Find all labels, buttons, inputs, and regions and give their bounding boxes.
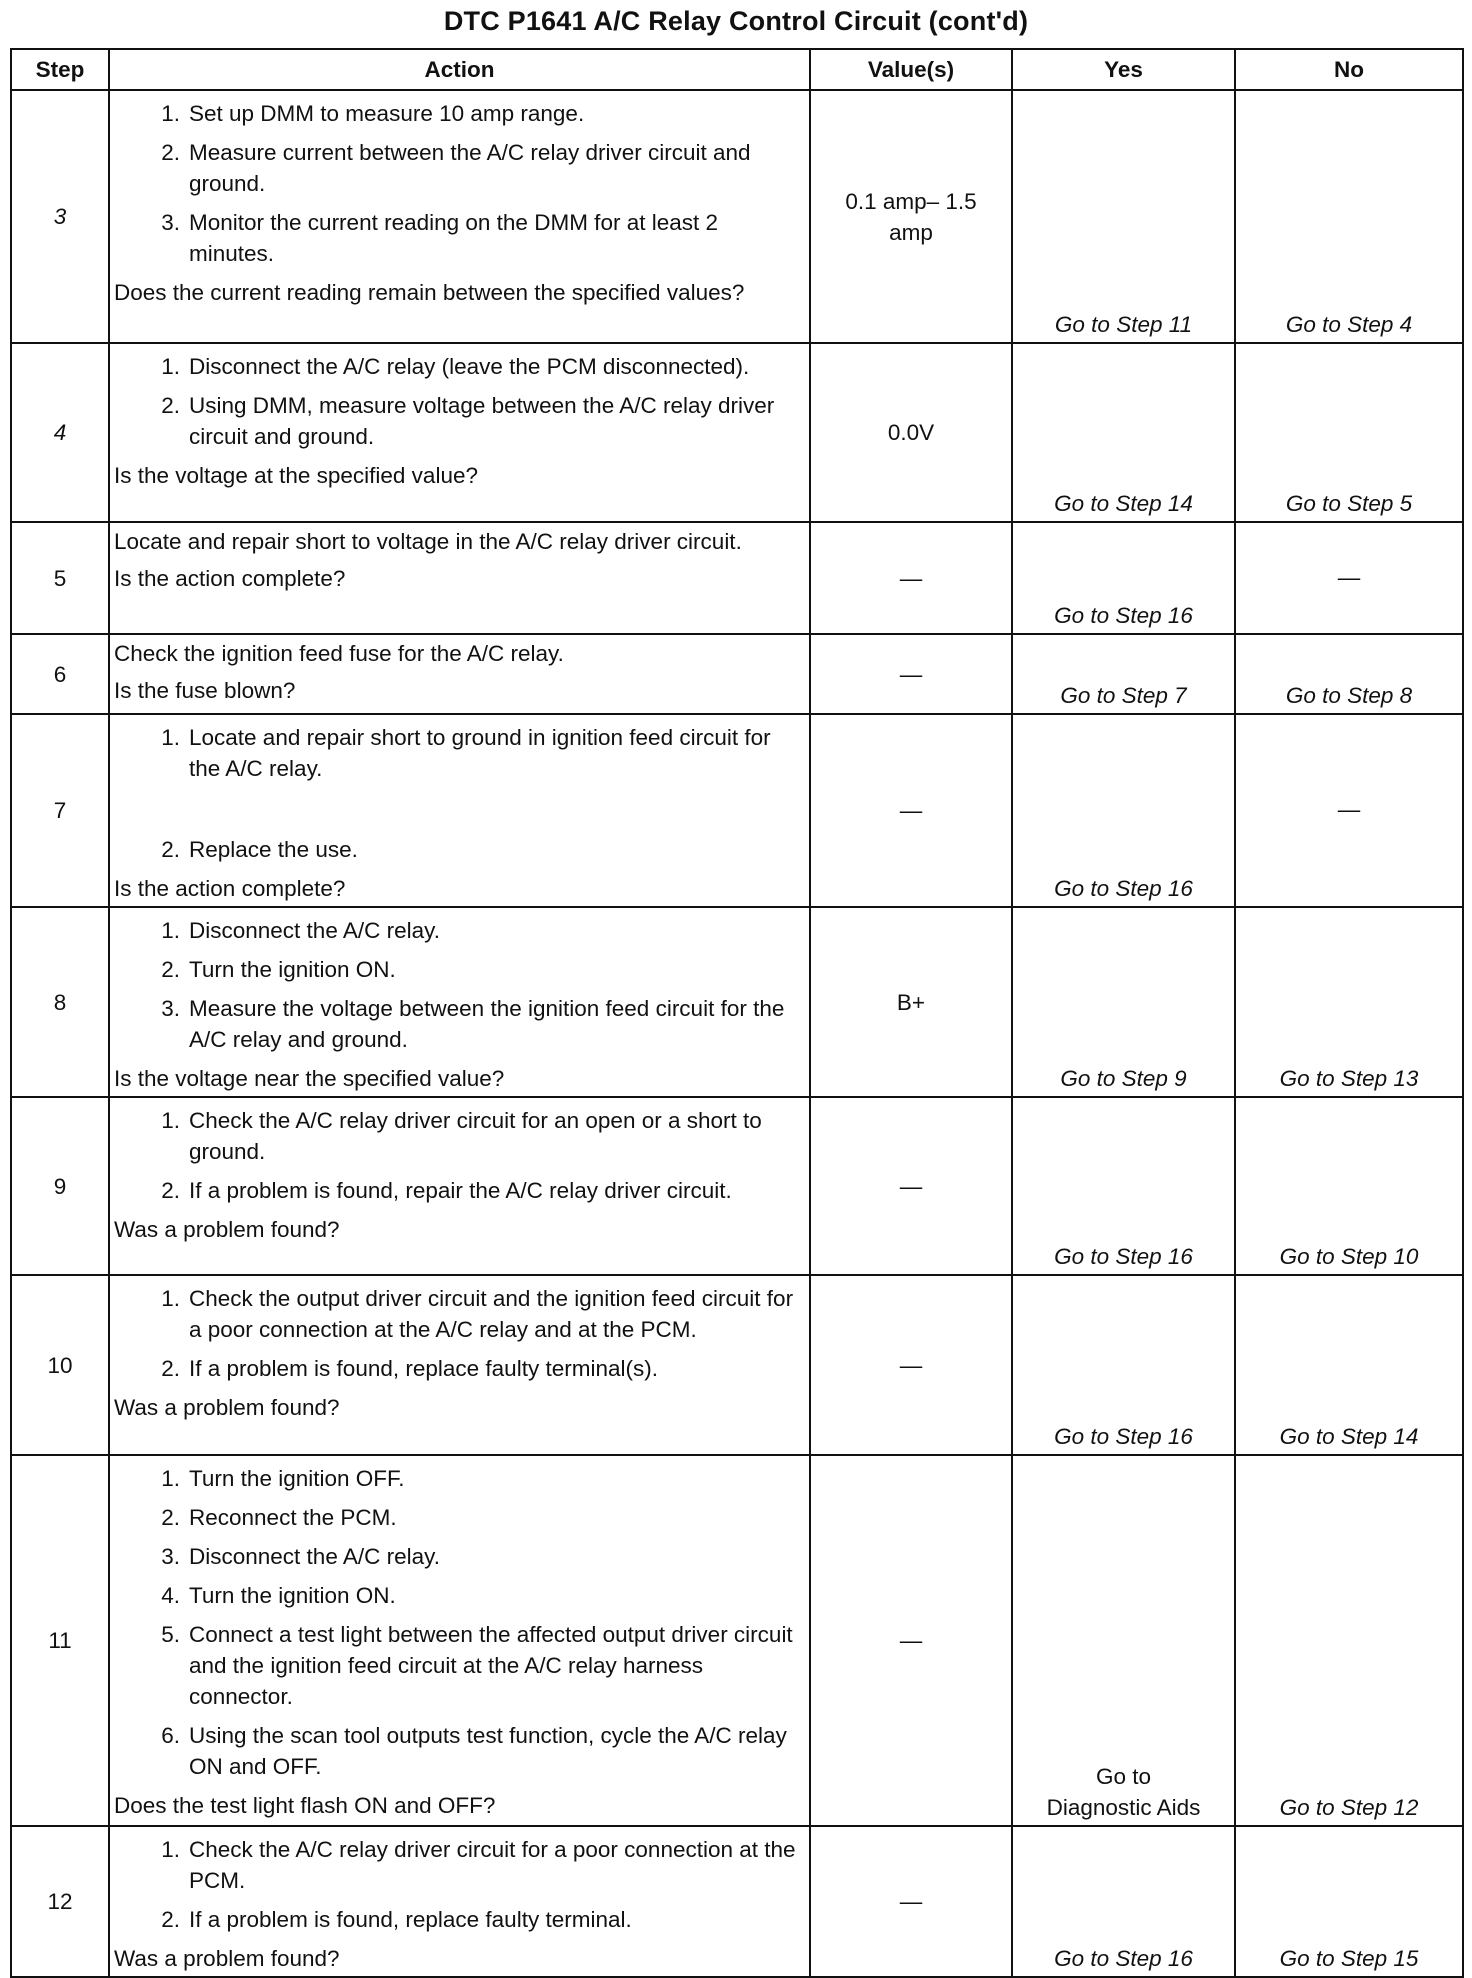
no-cell: Go to Step 8 [1235, 634, 1463, 714]
action-item: 1. Turn the ignition OFF. [161, 1466, 405, 1491]
table-row-step-3 [11, 90, 1463, 343]
step-number: 5 [11, 522, 109, 634]
yes-cell: Go to Step 16 [1012, 1826, 1235, 1977]
diagnostic-table [10, 48, 1464, 1978]
table-row-step-5 [11, 522, 1463, 634]
no-cell: Go to Step 14 [1235, 1275, 1463, 1455]
no-cell: Go to Step 13 [1235, 907, 1463, 1097]
yes-cell: Go to Step 9 [1012, 907, 1235, 1097]
value-cell: 0.1 amp– 1.5 amp [810, 90, 1012, 343]
action-question: Was a problem found? [114, 1217, 340, 1242]
action-cell [109, 1097, 810, 1275]
value-cell: B+ [810, 907, 1012, 1097]
action-cell [109, 90, 810, 343]
yes-cell: Go to Step 7 [1012, 634, 1235, 714]
value-cell: — [810, 634, 1012, 714]
header-action: Action [109, 49, 810, 90]
no-cell: Go to Step 12 [1235, 1455, 1463, 1826]
action-cell [109, 907, 810, 1097]
action-text: Locate and repair short to voltage in the A/C relay driver circuit. [114, 529, 742, 554]
action-item: 1. Locate and repair short to ground in ignition feed circuit for the A/C relay. [161, 725, 771, 781]
action-item: 1. Check the A/C relay driver circuit for an open or a short to ground. [161, 1108, 762, 1164]
action-cell [109, 634, 810, 714]
header-yes: Yes [1012, 49, 1235, 90]
table-row-step-7 [11, 714, 1463, 907]
table-row-step-9 [11, 1097, 1463, 1275]
no-cell: — [1235, 714, 1463, 907]
action-item: 2. Using DMM, measure voltage between the A/C relay driver circuit and ground. [161, 393, 775, 449]
action-question: Is the action complete? [114, 876, 346, 901]
action-item: 6. Using the scan tool outputs test function, cycle the A/C relay ON and OFF. [161, 1723, 787, 1779]
action-question: Is the fuse blown? [114, 678, 296, 703]
action-item: 2. If a problem is found, replace faulty terminal. [161, 1907, 632, 1932]
value-cell: — [810, 1826, 1012, 1977]
step-number: 8 [11, 907, 109, 1097]
action-question: Is the action complete? [114, 566, 346, 591]
page-title: DTC P1641 A/C Relay Control Circuit (cont'd) [443, 6, 1029, 36]
action-cell [109, 1826, 810, 1977]
value-cell: — [810, 714, 1012, 907]
table-header-row [11, 49, 1463, 90]
table-row-step-8 [11, 907, 1463, 1097]
value-cell: — [810, 1275, 1012, 1455]
yes-cell: Go to Step 16 [1012, 1275, 1235, 1455]
table-row-step-4 [11, 343, 1463, 522]
step-number: 6 [11, 634, 109, 714]
header-values: Value(s) [810, 49, 1012, 90]
yes-cell: Go to Step 11 [1012, 90, 1235, 343]
table-row-step-6 [11, 634, 1463, 714]
action-item: 4. Turn the ignition ON. [161, 1583, 396, 1608]
action-item: 2. Reconnect the PCM. [161, 1505, 397, 1530]
step-number: 3 [11, 90, 109, 343]
no-cell: Go to Step 15 [1235, 1826, 1463, 1977]
yes-cell: Go to Step 16 [1012, 1097, 1235, 1275]
action-question: Is the voltage near the specified value? [114, 1066, 505, 1091]
action-cell [109, 1275, 810, 1455]
action-item: 3. Disconnect the A/C relay. [161, 1544, 440, 1569]
yes-cell: Go to Step 16 [1012, 522, 1235, 634]
action-question: Does the current reading remain between the specified values? [114, 280, 745, 305]
no-cell: Go to Step 10 [1235, 1097, 1463, 1275]
value-cell: — [810, 522, 1012, 634]
no-cell: Go to Step 5 [1235, 343, 1463, 522]
action-item: 5. Connect a test light between the affected output driver circuit and the ignition feed circuit at the A/C relay harness connector. [161, 1622, 793, 1709]
table-row-step-10 [11, 1275, 1463, 1455]
value-cell: — [810, 1097, 1012, 1275]
step-number: 12 [11, 1826, 109, 1977]
action-question: Was a problem found? [114, 1395, 340, 1420]
action-question: Was a problem found? [114, 1946, 340, 1971]
yes-cell: Go to Step 16 [1012, 714, 1235, 907]
action-question: Does the test light flash ON and OFF? [114, 1793, 496, 1818]
action-item: 3. Measure the voltage between the ignition feed circuit for the A/C relay and ground. [161, 996, 785, 1052]
value-cell: 0.0V [810, 343, 1012, 522]
action-cell [109, 343, 810, 522]
action-item: 1. Disconnect the A/C relay (leave the PCM disconnected). [161, 354, 750, 379]
action-text: Check the ignition feed fuse for the A/C relay. [114, 641, 564, 666]
action-item: 1. Set up DMM to measure 10 amp range. [161, 101, 585, 126]
action-cell [109, 522, 810, 634]
header-no: No [1235, 49, 1463, 90]
action-item: 2. Measure current between the A/C relay driver circuit and ground. [161, 140, 751, 196]
action-item: 2. Replace the use. [161, 837, 358, 862]
action-item: 2. If a problem is found, replace faulty terminal(s). [161, 1356, 658, 1381]
table-row-step-12 [11, 1826, 1463, 1977]
action-item: 3. Monitor the current reading on the DMM for at least 2 minutes. [161, 210, 719, 266]
no-cell: — [1235, 522, 1463, 634]
step-number: 11 [11, 1455, 109, 1826]
step-number: 4 [11, 343, 109, 522]
action-question: Is the voltage at the specified value? [114, 463, 478, 488]
step-number: 10 [11, 1275, 109, 1455]
step-number: 9 [11, 1097, 109, 1275]
action-item: 2. Turn the ignition ON. [161, 957, 396, 982]
action-cell [109, 1455, 810, 1826]
action-item: 1. Check the output driver circuit and the ignition feed circuit for a poor connection at the A/C relay and at the PCM. [161, 1286, 794, 1342]
yes-cell: Go to Step 14 [1012, 343, 1235, 522]
step-number: 7 [11, 714, 109, 907]
table-row-step-11 [11, 1455, 1463, 1826]
action-item: 1. Disconnect the A/C relay. [161, 918, 440, 943]
yes-cell: Go to Diagnostic Aids [1012, 1455, 1235, 1826]
action-cell [109, 714, 810, 907]
header-step: Step [11, 49, 109, 90]
action-item: 2. If a problem is found, repair the A/C relay driver circuit. [161, 1178, 732, 1203]
no-cell: Go to Step 4 [1235, 90, 1463, 343]
value-cell: — [810, 1455, 1012, 1826]
action-item: 1. Check the A/C relay driver circuit for a poor connection at the PCM. [161, 1837, 796, 1893]
